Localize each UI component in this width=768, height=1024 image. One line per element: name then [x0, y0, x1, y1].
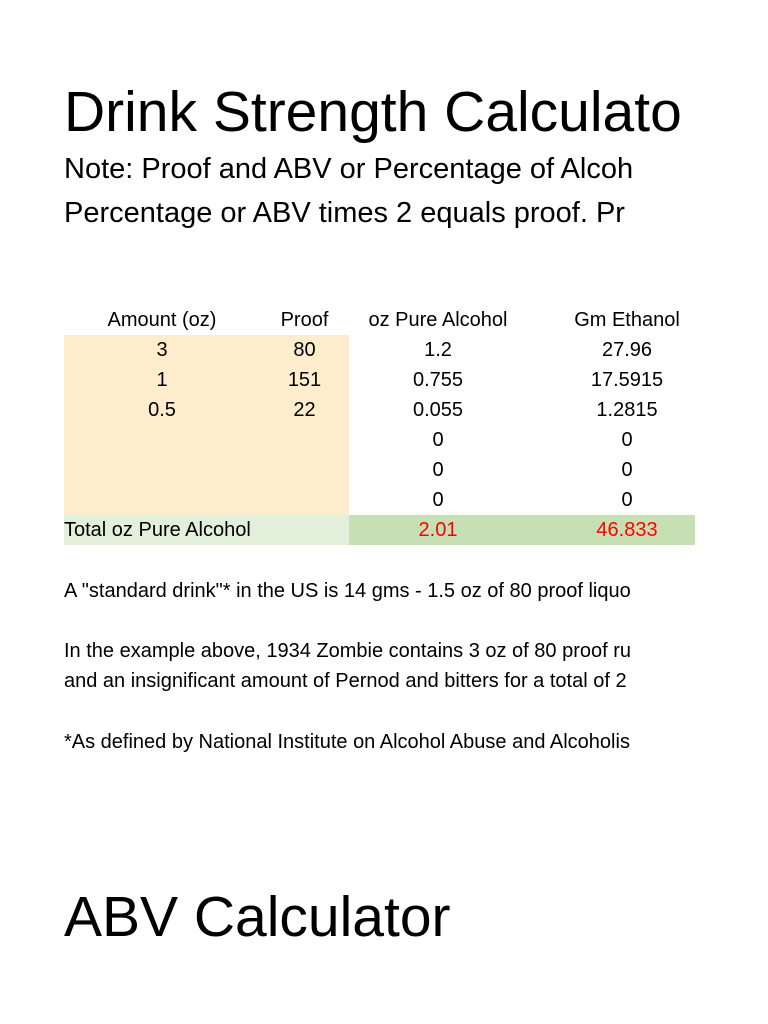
oz-pure-cell: 1.2	[424, 339, 452, 361]
gm-ethanol-cell: 1.2815	[596, 399, 658, 421]
example-text-line-1: In the example above, 1934 Zombie contains 3 oz of 80 proof ru	[64, 640, 632, 662]
amount-cell[interactable]	[64, 455, 260, 485]
total-gm-ethanol: 46.833	[527, 515, 695, 545]
proof-cell[interactable]	[260, 455, 349, 485]
abv-calculator-title: ABV Calculator	[64, 885, 451, 949]
gm-ethanol-cell: 27.96	[601, 339, 653, 361]
oz-pure-cell: 0.755	[412, 369, 464, 391]
note-line-2: Percentage or ABV times 2 equals proof. Pr	[64, 197, 625, 229]
amount-cell[interactable]: 0.5	[64, 395, 260, 425]
footnote-text: *As defined by National Institute on Alcohol Abuse and Alcoholis	[64, 731, 630, 753]
amount-cell[interactable]: 1	[64, 365, 260, 395]
page-title: Drink Strength Calculato	[64, 80, 682, 144]
header-gm-ethanol: Gm Ethanol	[574, 309, 680, 331]
proof-cell[interactable]: 22	[260, 395, 349, 425]
oz-pure-cell: 0	[432, 489, 444, 511]
proof-cell[interactable]: 151	[260, 365, 349, 395]
gm-ethanol-cell: 0	[621, 489, 633, 511]
header-oz-pure-alcohol: oz Pure Alcohol	[368, 309, 508, 331]
amount-cell[interactable]	[64, 485, 260, 515]
proof-cell[interactable]	[260, 485, 349, 515]
oz-pure-cell: 0.055	[412, 399, 464, 421]
standard-drink-text: A "standard drink"* in the US is 14 gms - 1.5 oz of 80 proof liquo	[64, 580, 631, 602]
proof-cell[interactable]: 80	[260, 335, 349, 365]
amount-cell[interactable]: 3	[64, 335, 260, 365]
oz-pure-cell: 0	[432, 429, 444, 451]
amount-cell[interactable]	[64, 425, 260, 455]
header-amount: Amount (oz)	[107, 309, 217, 331]
example-text-line-2: and an insignificant amount of Pernod and bitters for a total of 2	[64, 670, 627, 692]
gm-ethanol-cell: 0	[621, 459, 633, 481]
gm-ethanol-cell: 17.5915	[590, 369, 664, 391]
header-proof: Proof	[280, 309, 329, 331]
note-line-1: Note: Proof and ABV or Percentage of Alcoh	[64, 153, 634, 185]
oz-pure-cell: 0	[432, 459, 444, 481]
proof-cell[interactable]	[260, 425, 349, 455]
total-oz-pure-alcohol: 2.01	[349, 515, 527, 545]
gm-ethanol-cell: 0	[621, 429, 633, 451]
total-label: Total oz Pure Alcohol	[64, 515, 349, 545]
